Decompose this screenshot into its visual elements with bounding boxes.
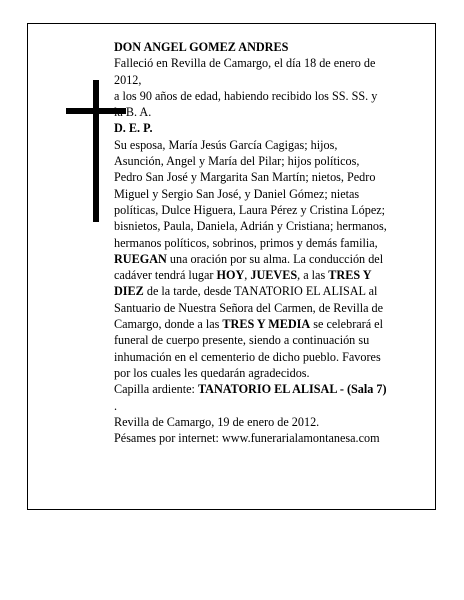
- signing-date-line: Revilla de Camargo, 19 de enero de 2012.: [114, 414, 320, 429]
- death-place-date-line-2: 2012,: [114, 72, 142, 87]
- age-sacraments-line-1: a los 90 años de edad, habiendo recibido los SS. SS. y: [114, 88, 378, 103]
- family-line: hermanos políticos, sobrinos, primos y demás familia,: [114, 235, 378, 250]
- family-line: Miguel y Sergio San José, y Daniel Gómez; nietas: [114, 186, 360, 201]
- jueves-bold: JUEVES: [250, 268, 298, 283]
- conduccion-line-1: cadáver tendrá lugar HOY, JUEVES, a las TRES Y: [114, 268, 372, 283]
- funeral-line-1: funeral de cuerpo presente, siendo a continuación su: [114, 333, 370, 348]
- funeral-line-3: por los cuales les quedarán agradecidos.: [114, 365, 310, 380]
- funeral-line-2: inhumación en el cementerio de dicho pueblo. Favores: [114, 349, 381, 364]
- dep-heading: D. E. P.: [114, 121, 153, 136]
- tres-y-media-bold: TRES Y MEDIA: [222, 317, 311, 332]
- hoy-bold: HOY: [216, 268, 245, 283]
- diez-bold: DIEZ: [114, 284, 144, 299]
- ruegan-line: RUEGAN una oración por su alma. La conducción del: [114, 251, 384, 266]
- age-sacraments-line-2: la B. A.: [114, 105, 152, 120]
- capilla-ardiente-line: Capilla ardiente: TANATORIO EL ALISAL - (Sala 7): [114, 382, 387, 397]
- family-line: Su esposa, María Jesús García Cagigas; hijos,: [114, 137, 338, 152]
- death-place-date-line-1: Falleció en Revilla de Camargo, el día 18 de enero de: [114, 56, 376, 71]
- deceased-name: DON ANGEL GOMEZ ANDRES: [114, 40, 289, 54]
- conduccion-line-3: Santuario de Nuestra Señora del Carmen, de Revilla de: [114, 300, 384, 315]
- family-line: Asunción, Angel y María del Pilar; hijos políticos,: [114, 154, 360, 169]
- family-line: bisnietos, Paula, Daniela, Adrián y Cristiana; hermanos,: [114, 219, 387, 234]
- obituary-text: [114, 39, 424, 446]
- cross-vertical-bar: [93, 80, 99, 222]
- ruegan-bold: RUEGAN: [114, 251, 167, 266]
- capilla-ardiente-value: TANATORIO EL ALISAL - (Sala 7): [197, 382, 387, 397]
- condolences-website-line: Pésames por internet: www.funerarialamontanesa.com: [114, 431, 380, 446]
- tres-y-bold: TRES Y: [328, 268, 372, 283]
- conduccion-line-2: DIEZ de la tarde, desde TANATORIO EL ALISAL al: [114, 284, 378, 299]
- capilla-dot: .: [114, 398, 118, 413]
- family-line: políticas, Dulce Higuera, Laura Pérez y Cristina López;: [114, 202, 386, 217]
- family-line: Pedro San José y Margarita San Martín; nietos, Pedro: [114, 170, 376, 185]
- conduccion-line-4: Camargo, donde a las TRES Y MEDIA se celebrará el: [114, 317, 383, 332]
